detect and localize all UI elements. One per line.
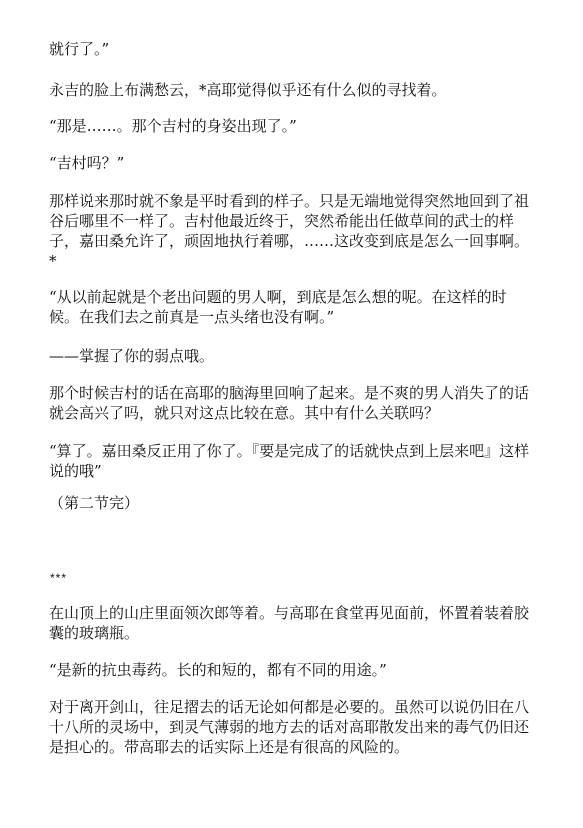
paragraph-7: ——掌握了你的弱点哦。 [49, 347, 215, 365]
paragraph-4: “吉村吗？” [49, 154, 125, 172]
paragraph-2: 永吉的脸上布满愁云，*高耶觉得似乎还有什么似的寻找着。 [49, 81, 447, 99]
section-separator: *** [50, 571, 68, 585]
paragraph-13: 对于离开剑山，往足摺去的话无论如何都是必要的。虽然可以说仍旧在八十八所的灵场中，到灵气薄弱的地方去的话对高耶散发出来的毒气仍旧还是担心的。带高耶去的话实际上还是有很高的风险的。 [49, 698, 530, 756]
paragraph-9: “算了。嘉田桑反正用了你了。『要是完成了的话就快点到上层来吧』这样说的哦” [49, 442, 530, 480]
paragraph-1: 就行了。” [49, 40, 110, 58]
paragraph-12: “是新的抗虫毒药。长的和短的，都有不同的用途。” [49, 661, 387, 679]
paragraph-8: 那个时候吉村的话在高耶的脑海里回响了起来。是不爽的男人消失了的话就会高兴了吗，就只对这点比较在意。其中有什么关联吗？ [49, 384, 530, 422]
paragraph-6: “从以前起就是个老出问题的男人啊，到底是怎么想的呢。在这样的时候。在我们去之前真是一点头绪也没有啊。” [49, 288, 507, 326]
section-end-note: （第二节完） [49, 494, 140, 512]
paragraph-5: 那样说来那时就不象是平时看到的样子。只是无端地觉得突然地回到了祖谷后哪里不一样了。吉村他最近终于，突然希能出任做草间的武士的样子，嘉田桑允许了，顽固地执行着哪，……这改变到底是怎么一回事啊。* [49, 192, 530, 270]
paragraph-3: “那是……。那个吉村的身姿出现了。” [49, 117, 297, 135]
paragraph-11: 在山顶上的山庄里面领次郎等着。与高耶在食堂再见面前，怀置着装着胶囊的玻璃瓶。 [49, 604, 530, 642]
